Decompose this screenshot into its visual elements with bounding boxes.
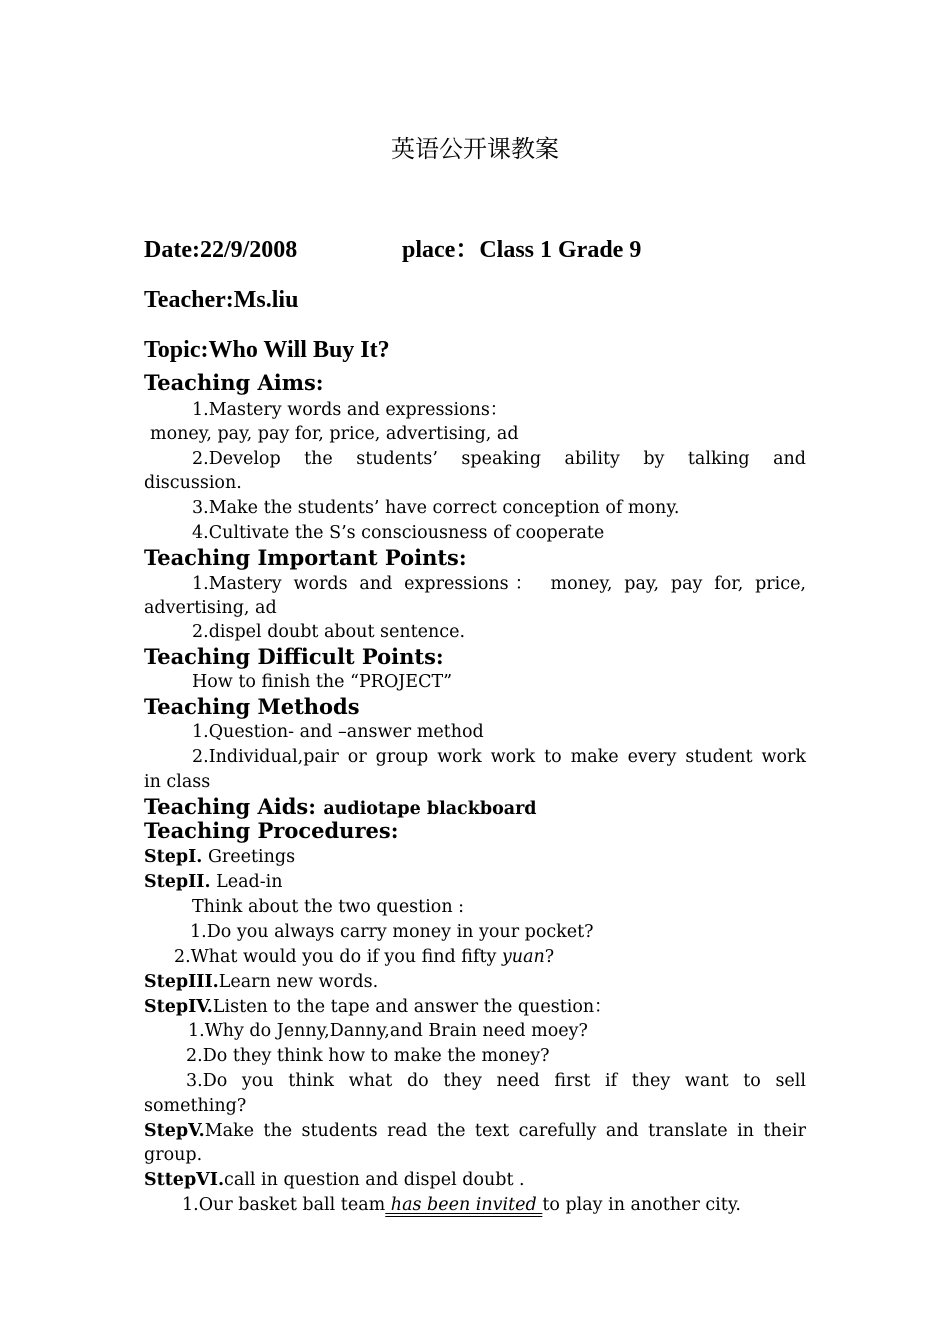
step-2-question-2-italic: yuan	[501, 947, 545, 967]
document-page	[144, 0, 806, 1344]
step-5-text-cont: group.	[144, 1145, 203, 1165]
methods-heading: Teaching Methods	[144, 694, 360, 719]
step-3	[144, 970, 806, 994]
step-4-question-2: 2.Do they think how to make the money?	[186, 1046, 550, 1066]
step-1	[144, 845, 806, 869]
step-6-sentence-1	[182, 1193, 844, 1217]
teacher-line: Teacher:Ms.liu	[144, 287, 299, 313]
aims-item-1-words: money, pay, pay for, price, advertising, ad	[150, 424, 519, 444]
step-1-text: Greetings	[202, 847, 296, 867]
step-4-label: StepIV.	[144, 997, 213, 1017]
step-2-text: Lead-in	[210, 872, 283, 892]
date-place-line	[144, 235, 642, 265]
step-6-label: SttepVI.	[144, 1170, 225, 1190]
step-2-question-1: 1.Do you always carry money in your pocket?	[190, 922, 594, 942]
procedures-heading: Teaching Procedures:	[144, 818, 399, 843]
step-2	[144, 870, 806, 894]
step-2-question-2	[174, 945, 836, 969]
important-heading: Teaching Important Points:	[144, 545, 467, 570]
step-1-label: StepI.	[144, 847, 203, 867]
step-6	[144, 1168, 806, 1192]
step-2-label: StepII.	[144, 872, 211, 892]
step-3-label: StepIII.	[144, 972, 219, 992]
important-item-1b: advertising, ad	[144, 598, 277, 618]
aims-heading: Teaching Aims:	[144, 370, 324, 395]
step-3-text: Learn new words.	[218, 972, 379, 992]
step-6-sentence-1-underlined: has been invited	[385, 1195, 543, 1215]
step-6-sentence-1-end: to play in another city.	[542, 1195, 741, 1215]
step-2-question-2-end: ?	[544, 947, 555, 967]
date-field: Date:22/9/2008	[144, 237, 298, 263]
aims-item-4: 4.Cultivate the S’s consciousness of cooperate	[192, 523, 605, 543]
aims-item-2b: discussion.	[144, 473, 242, 493]
step-6-text: call in question and dispel doubt .	[224, 1170, 525, 1190]
step-5-label: StepV.	[144, 1121, 205, 1141]
aims-item-2a: 2.Develop the students’ speaking ability by talking and	[192, 449, 806, 469]
aims-item-3: 3.Make the students’ have correct conception of mony.	[192, 498, 680, 518]
aids-heading: Teaching Aids:	[144, 794, 324, 819]
methods-item-1: 1.Question- and –answer method	[192, 722, 484, 742]
step-4	[144, 995, 806, 1019]
topic-line: Topic:Who Will Buy It?	[144, 337, 390, 363]
step-4-question-3b: something?	[144, 1096, 247, 1116]
methods-item-2b: in class	[144, 772, 211, 792]
step-4-question-1: 1.Why do Jenny,Danny,and Brain need moey?	[188, 1021, 588, 1041]
aims-item-1: 1.Mastery words and expressions：	[192, 400, 508, 420]
step-5-text: Make the students read the text carefully and translate in their	[204, 1121, 806, 1141]
aids-value: audiotape blackboard	[323, 799, 537, 819]
step-6-sentence-1-start: 1.Our basket ball team	[182, 1195, 386, 1215]
important-item-2: 2.dispel doubt about sentence.	[192, 622, 466, 642]
place-field: place：Class 1 Grade 9	[402, 237, 642, 263]
methods-item-2a: 2.Individual,pair or group work work to make every student work	[192, 747, 806, 767]
document-title: 英语公开课教案	[391, 135, 559, 163]
important-item-1a: 1.Mastery words and expressions： money, pay, pay for, price,	[192, 574, 806, 594]
step-4-question-3a: 3.Do you think what do they need first if they want to sell	[186, 1071, 806, 1091]
step-2-question-2-text: 2.What would you do if you find fifty	[174, 947, 502, 967]
step-2-intro: Think about the two question :	[192, 897, 465, 917]
difficult-item-1: How to finish the “PROJECT”	[192, 672, 453, 692]
step-5	[144, 1119, 806, 1143]
difficult-heading: Teaching Difficult Points:	[144, 644, 444, 669]
step-4-text: Listen to the tape and answer the question：	[212, 997, 612, 1017]
